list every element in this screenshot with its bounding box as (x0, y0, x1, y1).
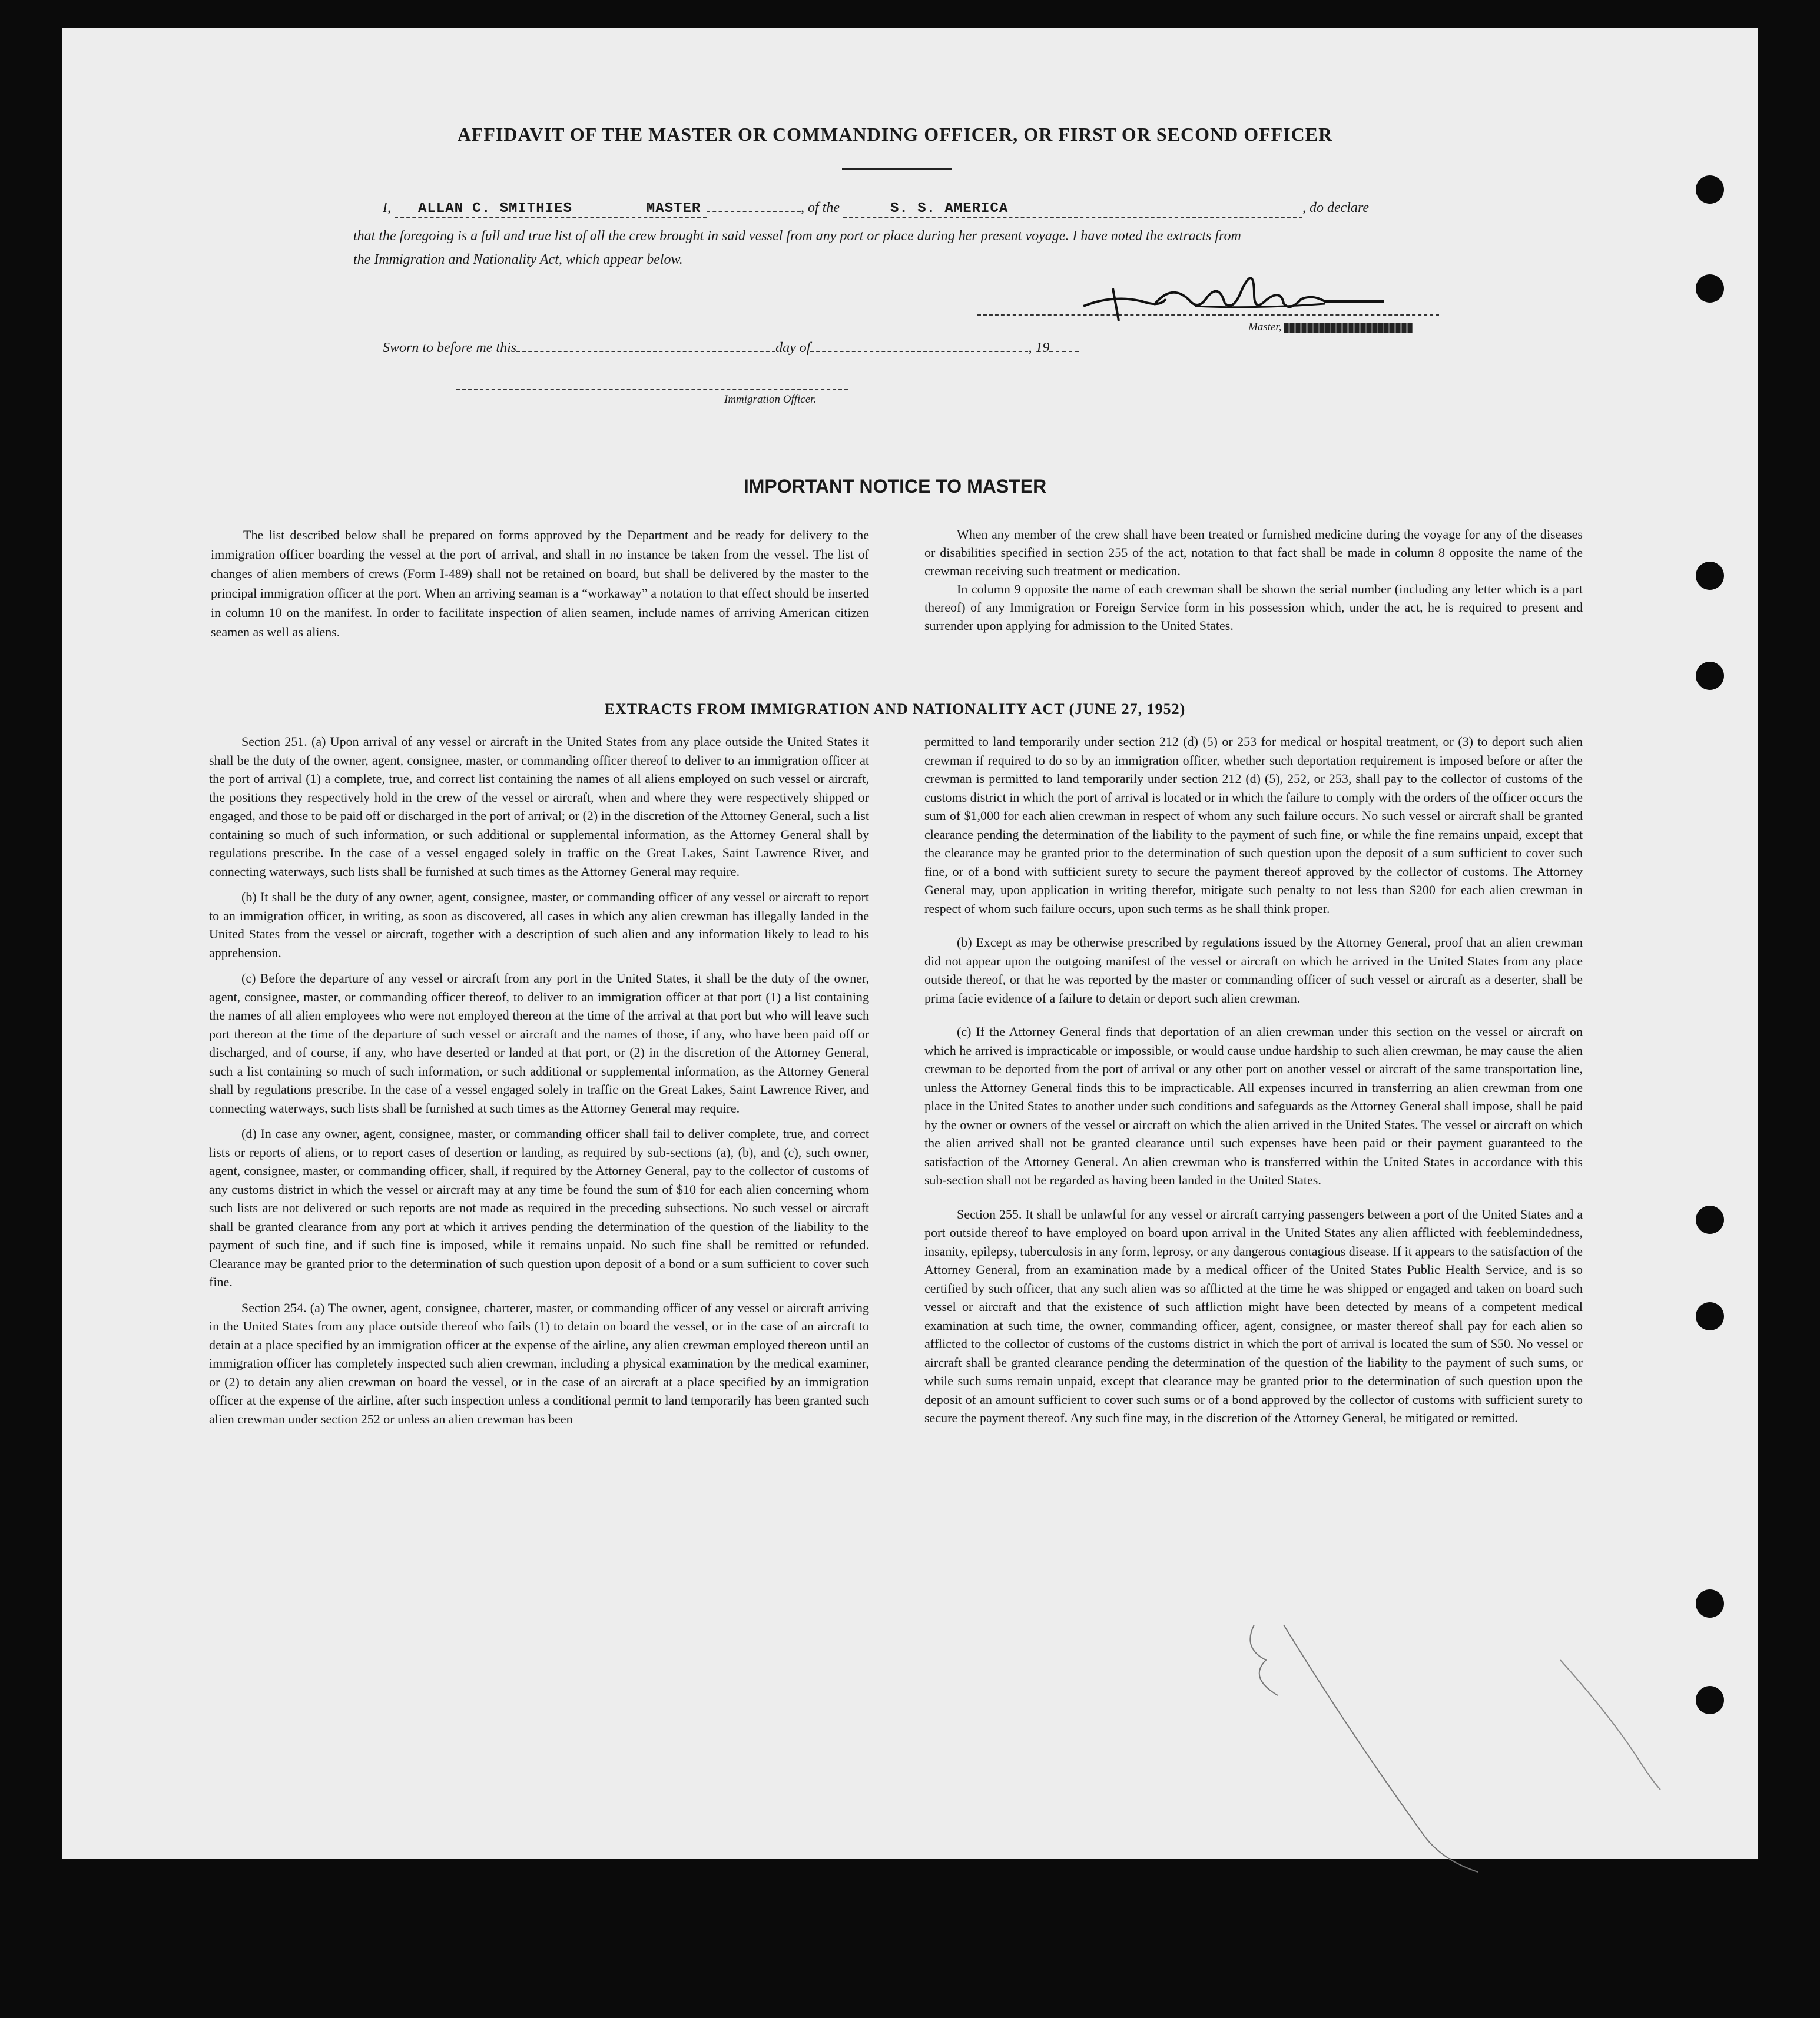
pencil-mark (1231, 1613, 1678, 1884)
signature-line (977, 314, 1439, 316)
act-paragraph: (c) Before the departure of any vessel or aircraft from any port in the United States, it shall be the duty of the owner, agent, consignee, master, or commanding officer thereof, to deliver to an immigration officer at that port (1) a list containing the names of all alien employees who were not employed thereon at the time of the arrival at that port but who will leave such port thereon at the time of the departure of such vessel or aircraft and the names of those, if any, who have been paid off or discharged, and of course, if any, who have deserted or landed at that port, or (2) in the discretion of the Attorney General, such a list containing so much of such information, or such additional or supplemental information, as the Attorney General shall by regulations prescribe. In the case of a vessel engaged solely in traffic on the Great Lakes, Saint Lawrence River, and connecting waterways, such lists shall be furnished at such times as the Attorney General may require. (209, 971, 869, 1116)
extracts-left-column (209, 732, 869, 1435)
vessel-field (843, 200, 1302, 218)
act-paragraph: permitted to land temporarily under section 212 (d) (5) or 253 for medical or hospital treatment, or (3) to deport such alien crewman if required to do so by an immigration officer, whether such deportation requirement is imposed before or after the crewman is permitted to land temporarily under section 212 (d) (5), 252, or 253, shall pay to the collector of customs of the customs district in which the port of arrival is located or in which the failure to comply with the orders of the officer occurs the sum of $1,000 for each alien crewman in respect of whom any such failure occurs. No such vessel or aircraft shall be granted clearance pending the determination of the liability to the payment of such fine, or while the fine remains unpaid, except that the clearance may be granted prior to the determination of such question upon the deposit of a sum sufficient to cover such fine, or of a bond with sufficient surety to secure the payment thereof approved by the collector of customs. The Attorney General may, upon application in writing therefor, mitigate such penalty to not less than $200 for each alien crewman in respect of whom such failure occurs, upon such terms as he shall think proper. (924, 734, 1583, 916)
master-name-field (395, 200, 707, 218)
declaration-line-3: the Immigration and Nationality Act, which appear below. (353, 252, 683, 267)
of-the-label: , of the (801, 200, 840, 215)
act-paragraph: (c) If the Attorney General finds that deportation of an alien crewman under this section on the vessel or aircraft on which he arrived is impracticable or impossible, or would cause undue hardship to such alien crewman, he may cause the alien crewman to be deported from the port of arrival or any other port on another vessel or aircraft of the same transportation line, unless the Attorney General finds this to be impracticable. All expenses incurred in transferring an alien crewman from one place in the United States to another under such conditions and safeguards as the Attorney General shall impose, shall be paid by the owner or owners of the vessel or aircraft on which the alien arrived in the United States. The vessel or aircraft on which the alien arrived shall not be granted clearance until such expenses have been paid or their payment guaranteed to the satisfaction of the Attorney General. An alien crewman who is transferred within the United States in accordance with this sub-section shall not be regarded as having been landed in the United States. (924, 1024, 1583, 1187)
act-paragraph: (b) It shall be the duty of any owner, agent, consignee, master, or commanding officer of any vessel or aircraft to report to an immigration officer, in writing, as soon as discovered, all cases in which any alien crewman has illegally landed in the United States from the vessel or aircraft, together with a description of such alien and any information likely to lead to his apprehension. (209, 889, 869, 960)
master-name: ALLAN C. SMITHIES (418, 201, 572, 217)
notice-left-column (211, 525, 869, 649)
i-label: I, (383, 200, 391, 215)
do-declare-label: , do declare (1302, 200, 1370, 215)
extracts-heading: EXTRACTS FROM IMMIGRATION AND NATIONALITY ACT (JUNE 27, 1952) (604, 701, 1186, 718)
binder-hole (1696, 1589, 1724, 1618)
title-underline (842, 168, 952, 170)
notice-heading: IMPORTANT NOTICE TO MASTER (743, 476, 1047, 497)
master-signature (1078, 265, 1407, 330)
binder-hole (1696, 274, 1724, 303)
notice-paragraph: When any member of the crew shall have been treated or furnished medicine during the voyage for any of the diseases or disabilities specified in section 255 of the act, notation to that fact shall be made in column 8 opposite the name of the crewman receiving such treatment or medication. (924, 527, 1583, 578)
immigration-officer-line (456, 389, 848, 390)
vessel-name: S. S. AMERICA (890, 201, 1009, 217)
notice-paragraph: The list described below shall be prepared on forms approved by the Department and be ready for delivery to the immigration officer boarding the vessel at the port of arrival, and shall in no instance be taken from the vessel. The list of changes of alien members of crews (Form I-489) shall not be retained on board, but shall be delivered by the master to the principal immigration officer at the port. When an arriving seaman is a “workaway” a notation to that effect should be inserted in column 10 on the manifest. In order to facilitate inspection of alien seamen, include names of arriving American citizen seamen as well as aliens. (211, 527, 869, 639)
act-paragraph: Section 254. (a) The owner, agent, consignee, charterer, master, or commanding officer of any vessel or aircraft arriving in the United States from any place outside thereof who fails (1) to detain on board the vessel, or in the case of an aircraft to detain at a place specified by an immigration officer at the expense of the airline, any alien crewman employed thereon until an immigration officer has completely inspected such alien crewman, including a physical examination by the medical examiner, or (2) to detain any alien crewman on board the vessel, or in the case of an aircraft at a place specified by an immigration officer at the expense of the airline, after such inspection unless a conditional permit to land temporarily has been granted such alien crewman under section 252 or unless an alien crewman has been (209, 1300, 869, 1426)
binder-hole (1696, 175, 1724, 204)
binder-hole (1696, 1686, 1724, 1714)
act-paragraph: (d) In case any owner, agent, consignee, master, or commanding officer shall fail to deliver complete, true, and correct lists or reports of aliens, or to report cases of desertion or landing, as required by sub-sections (a), (b), and (c), such owner, agent, consignee, master, or commanding officer, shall, if required by the Attorney General, pay to the collector of customs of any customs district in which the vessel or aircraft may at any time be found the sum of $10 for each alien concerning whom such lists are not delivered or such reports are not made as required in the preceding subsections. No such vessel or aircraft shall be granted clearance from any port at which it arrives pending the determination of the question of the liability to the payment of such fine, and if such fine is imposed, while it remains unpaid. No such fine shall be remitted or refunded. Clearance may be granted prior to the determination of such question upon deposit of a bond or a sum sufficient to cover such fine. (209, 1126, 869, 1289)
extracts-right-column (924, 732, 1583, 1435)
sworn-line: Sworn to before me this day of , 19 (383, 340, 1079, 356)
act-paragraph: (b) Except as may be otherwise prescribed by regulations issued by the Attorney General, proof that an alien crewman did not appear upon the outgoing manifest of the vessel or aircraft on which he arrived in the United States from any place outside thereof, or that he was reported by the master or commanding officer of such vessel or aircraft as a deserter, shall be prima facie evidence of a failure to detain or deport such alien crewman. (924, 935, 1583, 1005)
notice-right-column (924, 525, 1583, 642)
immigration-officer-caption: Immigration Officer. (724, 393, 817, 406)
affidavit-title: AFFIDAVIT OF THE MASTER OR COMMANDING OFFICER, OR FIRST OR SECOND OFFICER (457, 124, 1333, 145)
declaration-line-1 (383, 200, 1443, 218)
declaration-line-2: that the foregoing is a full and true list of all the crew brought in said vessel from any port or place during her present voyage. I have noted the extracts from (353, 228, 1241, 244)
binder-hole (1696, 662, 1724, 690)
binder-hole (1696, 562, 1724, 590)
master-rank: MASTER (646, 201, 701, 217)
act-paragraph: Section 255. It shall be unlawful for any vessel or aircraft carrying passengers between a port of the United States and a port outside thereof to have employed on board upon arrival in the United States any alien afflicted with feeblemindedness, insanity, epilepsy, tuberculosis in any form, leprosy, or any dangerous contagious disease. If it appears to the satisfaction of the Attorney General, from an examination made by a medical officer of the United States Public Health Service, and is so certified by such officer, that any such alien was so afflicted at the time he was shipped or engaged and taken on board such vessel or aircraft and that the existence of such affliction might have been detected by means of a competent medical examination at such time, the owner, commanding officer, agent, consignee, or master thereof shall pay for each alien so afflicted to the collector of customs of the customs district in which the port of arrival is located the sum of $50. No vessel or aircraft shall be granted clearance pending the determination of the question of the liability to the payment of such sums, or while such sums remain unpaid, except that clearance may be granted prior to the determination of such question upon the deposit of an amount sufficient to cover such sums or of a bond approved by the collector of customs with sufficient surety to secure the payment thereof. Any such fine may, in the discretion of the Attorney General, be mitigated or remitted. (924, 1206, 1583, 1425)
notice-paragraph: In column 9 opposite the name of each crewman shall be shown the serial number (including any letter which is a part thereof) of any Immigration or Foreign Service form in his possession which, under the act, he is required to present and surrender upon applying for admission to the United States. (924, 582, 1583, 633)
struck-text (1284, 323, 1413, 333)
signature-caption: Master, (1248, 321, 1413, 334)
act-paragraph: Section 251. (a) Upon arrival of any vessel or aircraft in the United States from any place outside the United States it shall be the duty of the owner, agent, consignee, master, or commanding officer thereof to deliver to an immigration officer at the port of arrival (1) a complete, true, and correct list containing the names of all aliens employed on such vessel or aircraft, the positions they respectively hold in the crew of the vessel or aircraft, when and where they were respectively shipped or engaged, and those to be paid off or discharged in the port of arrival; or (2) in the discretion of the Attorney General, such a list containing so much of such information, or such additional or supplemental information, as the Attorney General shall by regulations prescribe. In the case of a vessel engaged solely in traffic on the Great Lakes, Saint Lawrence River, and connecting waterways, such lists shall be furnished at such times as the Attorney General may require. (209, 734, 869, 879)
binder-hole (1696, 1206, 1724, 1234)
binder-hole (1696, 1302, 1724, 1330)
